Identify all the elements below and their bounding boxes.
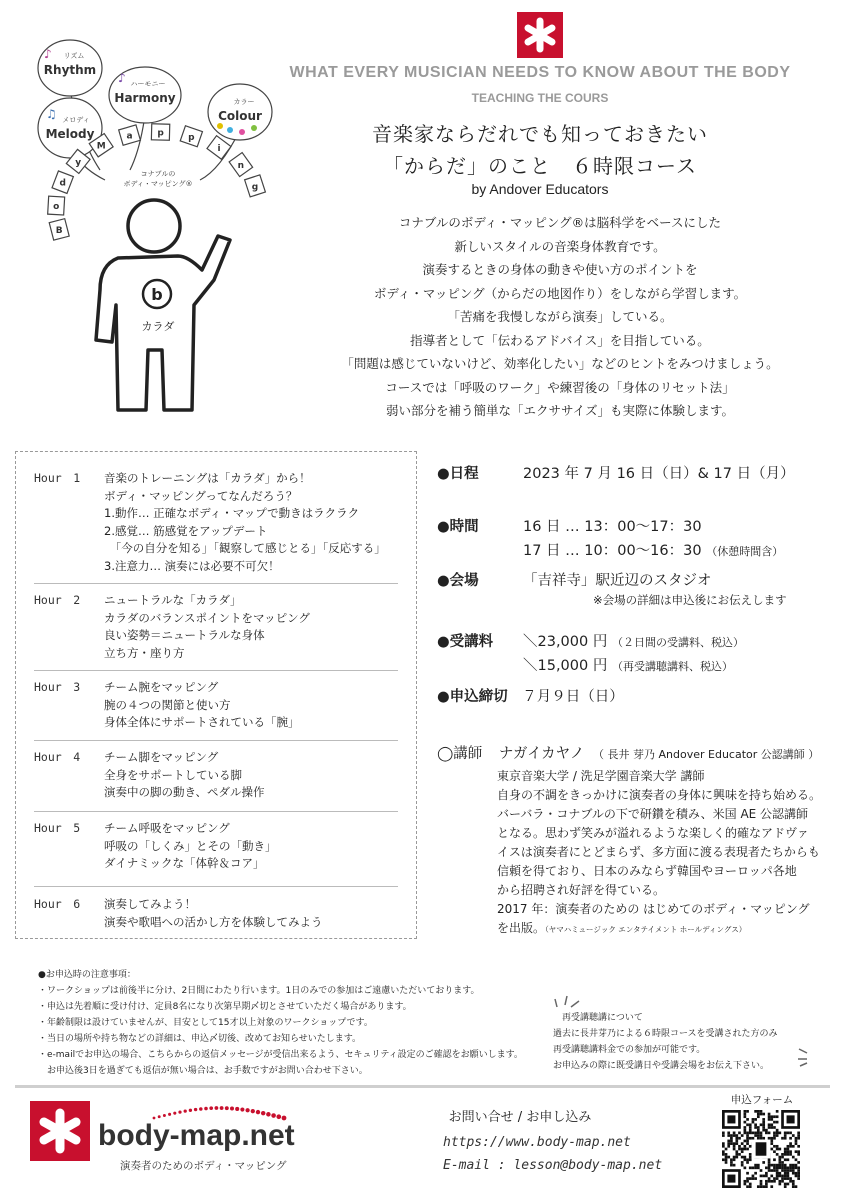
svg-text:p: p (157, 128, 164, 139)
hour-line: 立ち方・座り方 (104, 645, 185, 660)
letter-block (229, 153, 252, 177)
hour-line: 全身をサポートしている脚 (104, 767, 242, 782)
letter-block (48, 196, 65, 215)
intro-line: 「問題は感じていないけど、効率化したい」などのヒントをみつけましょう。 (341, 356, 779, 371)
relisten-note-line: 過去に長井芽乃による６時限コースを受講された方のみ (553, 1029, 778, 1039)
svg-text:カラー: カラー (233, 98, 255, 106)
time-row: ●時間 16 日 … 13：00〜17：30 (437, 519, 702, 535)
header-subtitle: TEACHING THE COURS (471, 91, 609, 105)
music-note-icon: ♫ (46, 107, 57, 121)
bio-line: から招聘され好評を得ている。 (497, 883, 666, 897)
hour-line: チーム脚をマッピング (104, 750, 219, 764)
asterisk-logo-icon (30, 1101, 90, 1161)
hours-schedule-box (15, 451, 417, 939)
brand-subtitle: 演奏者のためのボディ・マッピング (120, 1160, 287, 1172)
bio-line: イスは演奏者にとどまらず、多方面に渡る表現者たちからも (497, 845, 820, 859)
svg-text:i: i (217, 143, 221, 154)
hour-line: チーム呼吸をマッピング (104, 821, 230, 835)
note-line: ●お申込時の注意事項： (38, 970, 136, 980)
intro-line: 新しいスタイルの音楽身体教育です。 (454, 238, 666, 254)
svg-text:Harmony: Harmony (114, 91, 176, 105)
teacher-row: ◯講師 ナガイカヤノ （ 長井 芽乃 Andover Educator 公認講師 ） (437, 746, 820, 762)
hour-line: 「今の自分を知る」「観察して感じとる」「反応する」 (104, 541, 386, 555)
body-mapping-illustration (30, 30, 290, 430)
hour-line: 2.感覚… 筋感覚をアップデート (104, 523, 268, 538)
svg-text:b: b (151, 285, 163, 304)
hour-line: 良い姿勢＝ニュートラルな身体 (104, 628, 265, 642)
intro-line: 「苦痛を我慢しながら演奏」している。 (447, 309, 673, 324)
jp-title-line-2: 「からだ」のこと ６時限コース (383, 154, 697, 178)
svg-text:o: o (53, 202, 60, 213)
svg-text:y: y (75, 157, 82, 168)
hour-label: Hour 3 (34, 680, 81, 694)
svg-text:p: p (188, 132, 195, 143)
venue-note: ※会場の詳細は申込後にお伝えします (593, 593, 787, 607)
letter-block (119, 125, 141, 145)
hour-label: Hour 5 (34, 821, 81, 835)
music-note-icon: ♪ (44, 47, 52, 61)
hour-line: 1.動作… 正確なボディ・マップで動きはラクラク (104, 506, 360, 520)
application-notes (38, 967, 538, 1079)
hour-line: 腕の４つの関節と使い方 (104, 697, 231, 712)
svg-text:コナブルの: コナブルの (140, 170, 176, 178)
music-note-icon: ♪ (118, 71, 126, 85)
footer-divider (15, 1085, 830, 1088)
hour-line: 音楽のトレーニングは「カラダ」から！ (104, 471, 311, 485)
hour-line: ニュートラルな「カラダ」 (104, 593, 242, 607)
time-row-2: 17 日 … 10：00〜16：30 （休憩時間含） (523, 543, 784, 559)
hour-separator (34, 740, 398, 741)
note-line: ・e-mailでお申込の場合、こちらからの返信メッセージが受信出来るよう、セキュリティ設定のご確認をお願いします。 (38, 1050, 523, 1060)
svg-text:ボディ・マッピング®: ボディ・マッピング® (123, 180, 193, 188)
svg-text:Colour: Colour (218, 109, 262, 123)
bio-line: バーバラ・コナブルの下で研鑽を積み、米国 AE 公認講師 (497, 807, 809, 821)
hour-label: Hour 6 (34, 897, 81, 911)
bio-line: 信頼を得ており、日本のみならず韓国やヨーロッパ各地 (497, 864, 797, 878)
letter-block (52, 171, 73, 194)
letter-block (49, 219, 69, 240)
byline: by Andover Educators (471, 181, 609, 197)
header-title: WHAT EVERY MUSICIAN NEEDS TO KNOW ABOUT THE BODY (289, 64, 791, 81)
note-line: ・年齢制限は設けていませんが、目安として15才以上対象のワークショップです。 (38, 1018, 373, 1028)
letter-block (180, 126, 202, 147)
hour-separator (34, 583, 398, 584)
letter-block (151, 124, 169, 140)
hour-line: 演奏や歌唱への活かし方を体験してみよう (104, 914, 323, 929)
svg-text:d: d (59, 178, 66, 189)
intro-text (300, 211, 820, 423)
form-label: 申込フォーム (730, 1094, 794, 1106)
intro-line: 弱い部分を補う簡単な「エクササイズ」も実際に体験します。 (385, 403, 734, 418)
svg-text:a: a (126, 131, 133, 142)
bio-line: 東京音楽大学 / 洗足学園音楽大学 講師 (497, 769, 705, 783)
hour-separator (34, 670, 398, 671)
relisten-notes (553, 1010, 813, 1074)
hour-line: 演奏してみよう！ (104, 897, 196, 911)
svg-text:カラダ: カラダ (141, 320, 175, 333)
svg-text:n: n (237, 161, 245, 172)
note-line: ・ワークショップは前後半に分け、2日間にわたり行います。1日のみでの参加はご遠慮いただいております。 (38, 986, 480, 996)
relisten-note-line: 再受講聴講料金での参加が可能です。 (553, 1045, 706, 1055)
deadline-row: ●申込締切 ７月９日（日） (437, 689, 624, 705)
brand-name: body-map.net (98, 1119, 295, 1152)
asterisk-logo-icon (517, 12, 563, 58)
hour-line: ボディ・マッピングってなんだろう？ (104, 488, 298, 503)
hour-line: 3.注意力… 演奏には必要不可欠！ (104, 558, 280, 573)
fee-row: ●受講料 ＼23,000 円 （２日間の受講料、税込） (437, 634, 744, 650)
fee-row-2: ＼15,000 円 （再受講聴講料、税込） (523, 658, 733, 674)
relisten-note-line: 再受講聴講について (553, 1013, 643, 1023)
svg-text:Rhythm: Rhythm (43, 63, 97, 77)
hour-label: Hour 4 (34, 750, 81, 764)
letter-block (207, 136, 231, 160)
hour-label: Hour 1 (34, 471, 81, 485)
hour-line: 演奏中の脚の動き、ペダル操作 (104, 785, 265, 799)
hour-separator (34, 886, 398, 887)
intro-line: 演奏するときの身体の動きや使い方のポイントを (422, 262, 698, 277)
svg-text:M: M (96, 141, 106, 152)
intro-line: 指導者として「伝わるアドバイス」を目指している。 (410, 332, 710, 348)
svg-text:B: B (55, 225, 63, 236)
hour-line: チーム腕をマッピング (104, 680, 219, 694)
hour-line: ダイナミックな「体幹＆コア」 (104, 856, 265, 870)
qr-code-icon[interactable] (722, 1110, 800, 1188)
sparkle-icon (553, 993, 583, 1009)
website-link[interactable]: https://www.body-map.net (443, 1135, 631, 1150)
hour-line: カラダのバランスポイントをマッピング (104, 610, 310, 625)
hour-label: Hour 2 (34, 593, 81, 607)
intro-line: コースでは「呼吸のワーク」や練習後の「身体のリセット法」 (385, 379, 735, 395)
hour-line: 身体全体にサポートされている「腕」 (104, 715, 300, 729)
email-link[interactable]: E-mail : lesson@body-map.net (443, 1158, 663, 1173)
teacher-bio: 東京音楽大学 / 洗足学園音楽大学 講師 自身の不調をきっかけに演奏者の身体に興味を持ち始める。 バーバラ・コナブルの下で研鑽を積み、米国 AE 公認講師 となる。思わず笑みが溢れるような楽しく的確なアドヴァ イスは演奏者にとどまらず、多方面に渡る表現者たちからも 信頼を得ており、日本のみならず韓国やヨーロッパ各地 から招聘され好評を得ている。 2017 年：演奏者のための はじめてのボディ・マッピング を出版。（ヤマハミュージック エンタテイメント ホールディングス） (497, 767, 837, 939)
note-line: ・当日の場所や持ち物などの詳細は、申込〆切後、改めてお知らせいたします。 (38, 1034, 362, 1044)
date-row: ●日程 2023 年 7 月 16 日（日）& 17 日（月） (437, 466, 795, 482)
svg-text:ハーモニー: ハーモニー (130, 80, 166, 88)
svg-text:g: g (251, 182, 259, 193)
intro-line: ボディ・マッピング（からだの地図作り）をしながら学習します。 (373, 285, 747, 301)
intro-line: コナブルのボディ・マッピング®は脳科学をベースにした (398, 215, 722, 230)
relisten-note-line: お申込みの際に既受講日や受講会場をお伝え下さい。 (553, 1061, 770, 1071)
svg-text:メロディ: メロディ (62, 116, 90, 124)
hour-line: 呼吸の「しくみ」とその「動き」 (104, 838, 277, 853)
svg-text:Melody: Melody (45, 127, 95, 141)
hour-separator (34, 811, 398, 812)
note-line: ・申込は先着順に受け付け、定員8名になり次第早期〆切とさせていただく場合があります。 (38, 1002, 412, 1012)
venue-row: ●会場 「吉祥寺」駅近辺のスタジオ (437, 573, 712, 589)
contact-heading: お問い合せ / お申し込み (448, 1110, 592, 1125)
sparkle-icon (795, 1045, 817, 1067)
bio-line: 自身の不調をきっかけに演奏者の身体に興味を持ち始める。 (497, 788, 822, 802)
svg-text:リズム: リズム (63, 52, 85, 60)
note-line: お申込後3日を過ぎても返信が無い場合は、お手数ですがお問い合わせ下さい。 (38, 1066, 368, 1076)
bio-line: 2017 年：演奏者のための はじめてのボディ・マッピング (497, 902, 810, 916)
jp-title-line-1: 音楽家ならだれでも知っておきたい (372, 122, 708, 146)
letter-block (245, 175, 266, 197)
bio-line: となる。思わず笑みが溢れるような楽しく的確なアドヴァ (497, 826, 809, 840)
